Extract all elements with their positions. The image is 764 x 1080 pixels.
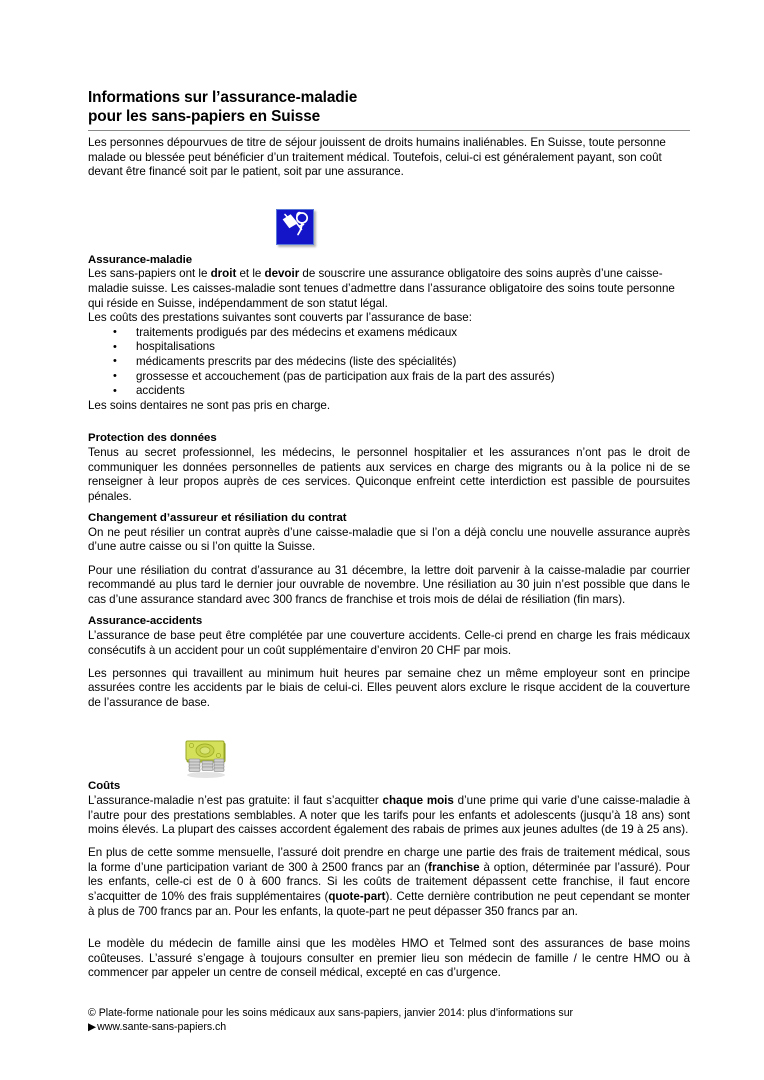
footer-credit: © Plate-forme nationale pour les soins médicaux aux sans-papiers, janvier 2014: plus d’informations sur xyxy=(88,1007,574,1019)
syringe-stethoscope-icon xyxy=(276,209,314,245)
list-item: • accidents xyxy=(88,384,690,399)
footer-url-row xyxy=(88,1020,698,1034)
dental-care-note: Les soins dentaires ne sont pas pris en charge. xyxy=(88,398,331,412)
syringe-icon-row xyxy=(88,209,690,253)
spacer xyxy=(88,180,690,209)
changement-assureur-paragraph-2: Pour une résiliation du contrat d’assurance au 31 décembre, la lettre doit parvenir à la caisse-maladie par courrier recommandé au plus tard le dernier jour ouvrable de novembre. Une résiliation au 30 juin n’est possible que dans le cas d’une assurance standard avec 300 francs de franchise et trois mois de délai de résiliation (fin mars). xyxy=(88,563,690,606)
text-frag: En plus de cette somme mensuelle, l’assuré doit prendre en charge une partie des frais de traitement médical, sous la forme d’une participation variant de 300 à 2500 francs par an ( xyxy=(88,846,690,874)
heading-assurance-accidents: Assurance-accidents xyxy=(88,615,203,628)
assurance-accidents-paragraph-1: L’assurance de base peut être complétée par une couverture accidents. Celle-ci prend en charge les frais médicaux consécutifs à un accident pour un coût supplémentaire d’environ 20 CHF par mois. xyxy=(88,628,690,657)
banknotes-coins-icon xyxy=(181,739,231,779)
heading-changement-assureur: Changement d’assureur et résiliation du contrat xyxy=(88,512,347,525)
text-frag: et le xyxy=(236,267,265,281)
assurance-maladie-paragraph-1 xyxy=(88,267,690,311)
couts-paragraph-1 xyxy=(88,794,690,838)
text-frag: de souscrire une assurance obligatoire des soins auprès d’une caisse-maladie suisse. Les caisses-maladie sont tenues d’admettre dans l’assurance obligatoire des soins toute personne qui réside en Suisse, indépendamment de son statut légal. xyxy=(88,267,675,310)
spacer xyxy=(88,710,690,739)
heading-couts: Coûts xyxy=(88,780,121,793)
text-frag: d’une prime qui varie d’une caisse-maladie à l’autre pour des prestations semblables. A noter que les tarifs pour les enfants et adolescents (jusqu’à 18 ans) sont moins élevés. La plupart des caisses accordent également des rabais de primes aux jeunes adultes (de 19 à 25 ans). xyxy=(88,794,691,837)
title-divider xyxy=(88,130,690,131)
money-icon-row xyxy=(88,739,690,779)
page-title-line-2: pour les sans-papiers en Suisse xyxy=(88,108,321,125)
text-frag: ). Cette dernière contribution ne peut cependant se monter à plus de 700 francs par an. Pour les enfants, la quote-part ne peut dépasser 350 francs par an. xyxy=(88,890,690,918)
text-frag: à option, déterminée par l’assuré). Pour les enfants, celle-ci est de 0 à 600 francs. Si les coûts de traitement dépassent cette franchise, il faut encore s’acquitter de 10% des frais supplémentaires ( xyxy=(88,860,690,904)
bold-quote-part: quote-part xyxy=(328,890,386,904)
footer-url[interactable]: www.sante-sans-papiers.ch xyxy=(97,1021,227,1033)
list-item: • médicaments prescrits par des médecins (liste des spécialités) xyxy=(88,355,690,370)
bold-chaque-mois: chaque mois xyxy=(382,794,454,807)
bold-devoir: devoir xyxy=(264,267,300,281)
list-item: • traitements prodigués par des médecins et examens médicaux xyxy=(88,326,690,341)
footer xyxy=(88,1006,698,1034)
coverage-list xyxy=(88,326,690,399)
bold-droit: droit xyxy=(210,267,237,281)
assurance-accidents-paragraph-2: Les personnes qui travaillent au minimum huit heures par semaine chez un même employeur sont en principe assurées contre les accidents par le biais de celui-ci. Elles peuvent alors exclure le risque accident de la couverture de l’assurance de base. xyxy=(88,666,690,709)
page-title xyxy=(88,88,690,126)
spacer xyxy=(88,504,690,511)
changement-assureur-paragraph-1: On ne peut résilier un contrat auprès d’une caisse-maladie que si l’on a déjà conclu une nouvelle assurance auprès d’une autre caisse ou si l’on quitte la Suisse. xyxy=(88,525,690,554)
intro-paragraph: Les personnes dépourvues de titre de séjour jouissent de droits humains inaliénables. En Suisse, toute personne malade ou blessée peut bénéficier d’un traitement médical. Toutefois, celui-ci est généralement payant, son coût devant être financé soit par le patient, soit par une assurance. xyxy=(88,136,666,179)
spacer xyxy=(88,413,690,431)
triangle-right-icon: ▶ xyxy=(88,1021,97,1033)
protection-des-donnees-paragraph: Tenus au secret professionnel, les médecins, le personnel hospitalier et les assurances n’ont pas le droit de communiquer les données personnelles de patients aux services en charge des migrants ou à la police ni de se renseigner à leur propos auprès de ces services. Quiconque enfreint cette interdiction est passible de poursuites pénales. xyxy=(88,445,690,503)
list-item: • hospitalisations xyxy=(88,340,690,355)
heading-protection-des-donnees: Protection des données xyxy=(88,432,217,445)
bold-franchise: franchise xyxy=(428,860,480,874)
couts-paragraph-3: Le modèle du médecin de famille ainsi que les modèles HMO et Telmed sont des assurances de base moins coûteuses. L’assuré s’engage à toujours consulter en premier lieu son médecin de famille / le centre HMO ou à commencer par appeler un centre de conseil médical, excepté en cas d’urgence. xyxy=(88,937,690,980)
page-title-line-1: Informations sur l’assurance-maladie xyxy=(88,89,358,106)
text-frag: L’assurance-maladie n’est pas gratuite: il faut s’acquitter xyxy=(88,794,383,807)
coverage-list-intro: Les coûts des prestations suivantes sont couverts par l’assurance de base: xyxy=(88,311,472,325)
text-frag: Les sans-papiers ont le xyxy=(88,267,211,281)
couts-paragraph-2 xyxy=(88,846,690,919)
spacer xyxy=(88,607,690,614)
list-item: • grossesse et accouchement (pas de participation aux frais de la part des assurés) xyxy=(88,370,690,385)
spacer xyxy=(88,919,690,937)
heading-assurance-maladie: Assurance-maladie xyxy=(88,253,193,266)
